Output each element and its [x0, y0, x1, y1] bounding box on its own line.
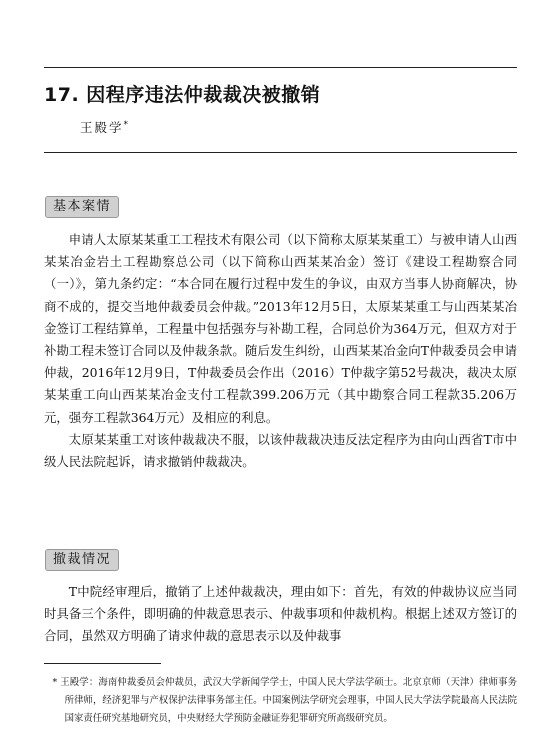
author-footnote-mark: * [123, 119, 129, 130]
footnote-text: * 王殿学：海南仲裁委员会仲裁员，武汉大学新闻学学士，中国人民大学法学硕士。北京京师（天津）律师事务所律师，经济犯罪与产权保护法律事务部主任。中国案例法学研究会理事，中国人民大学法学院最高人民法院国家责任研究基地研究员，中央财经大学预防金融证券犯罪研究所高级研究员。 [52, 677, 517, 724]
author-line [80, 118, 128, 136]
footnote [44, 674, 517, 728]
body-paragraph: 申请人太原某某重工工程技术有限公司（以下简称太原某某重工）与被申请人山西某某冶金岩土工程勘察总公司（以下简称山西某某冶金）签订《建设工程勘察合同（一）》，第九条约定：“本合同在履行过程中发生的争议，由双方当事人协商解决，协商不成的，提交当地仲裁委员会仲裁。”2013年12月5日，太原某某重工与山西某某冶金签订工程结算单，工程量中包括强夯与补勘工程，合同总价为364万元，但双方对于补勘工程未签订合同以及仲裁条款。随后发生纠纷，山西某某冶金向T仲裁委员会申请仲裁，2016年12月9日，T仲裁委员会作出（2016）T仲裁字第52号裁决，裁决太原某某重工向山西某某冶金支付工程款399.206万元（其中勘察合同工程款35.206万元，强夯工程款364万元）及相应的利息。 [44, 232, 517, 425]
section-heading-annulment: 撤裁情况 [45, 549, 119, 571]
top-rule [44, 67, 517, 68]
article-title: 17. 因程序违法仲裁裁决被撤销 [44, 84, 321, 106]
section-heading-basic-facts: 基本案情 [45, 196, 119, 218]
section-body-annulment [44, 581, 517, 648]
title-bottom-rule [44, 152, 517, 153]
footnote-divider [44, 663, 161, 664]
body-paragraph: 太原某某重工对该仲裁裁决不服，以该仲裁裁决违反法定程序为由向山西省T市中级人民法院起诉，请求撤销仲裁裁决。 [44, 431, 517, 470]
author-name: 王殿学 [80, 120, 124, 135]
body-paragraph: T中院经审理后，撤销了上述仲裁裁决，理由如下：首先，有效的仲裁协议应当同时具备三个条件，即明确的仲裁意思表示、仲裁事项和仲裁机构。根据上述双方签订的合同，虽然双方明确了请求仲裁的意思表示以及仲裁事 [44, 584, 517, 644]
section-body-basic-facts [44, 229, 517, 473]
